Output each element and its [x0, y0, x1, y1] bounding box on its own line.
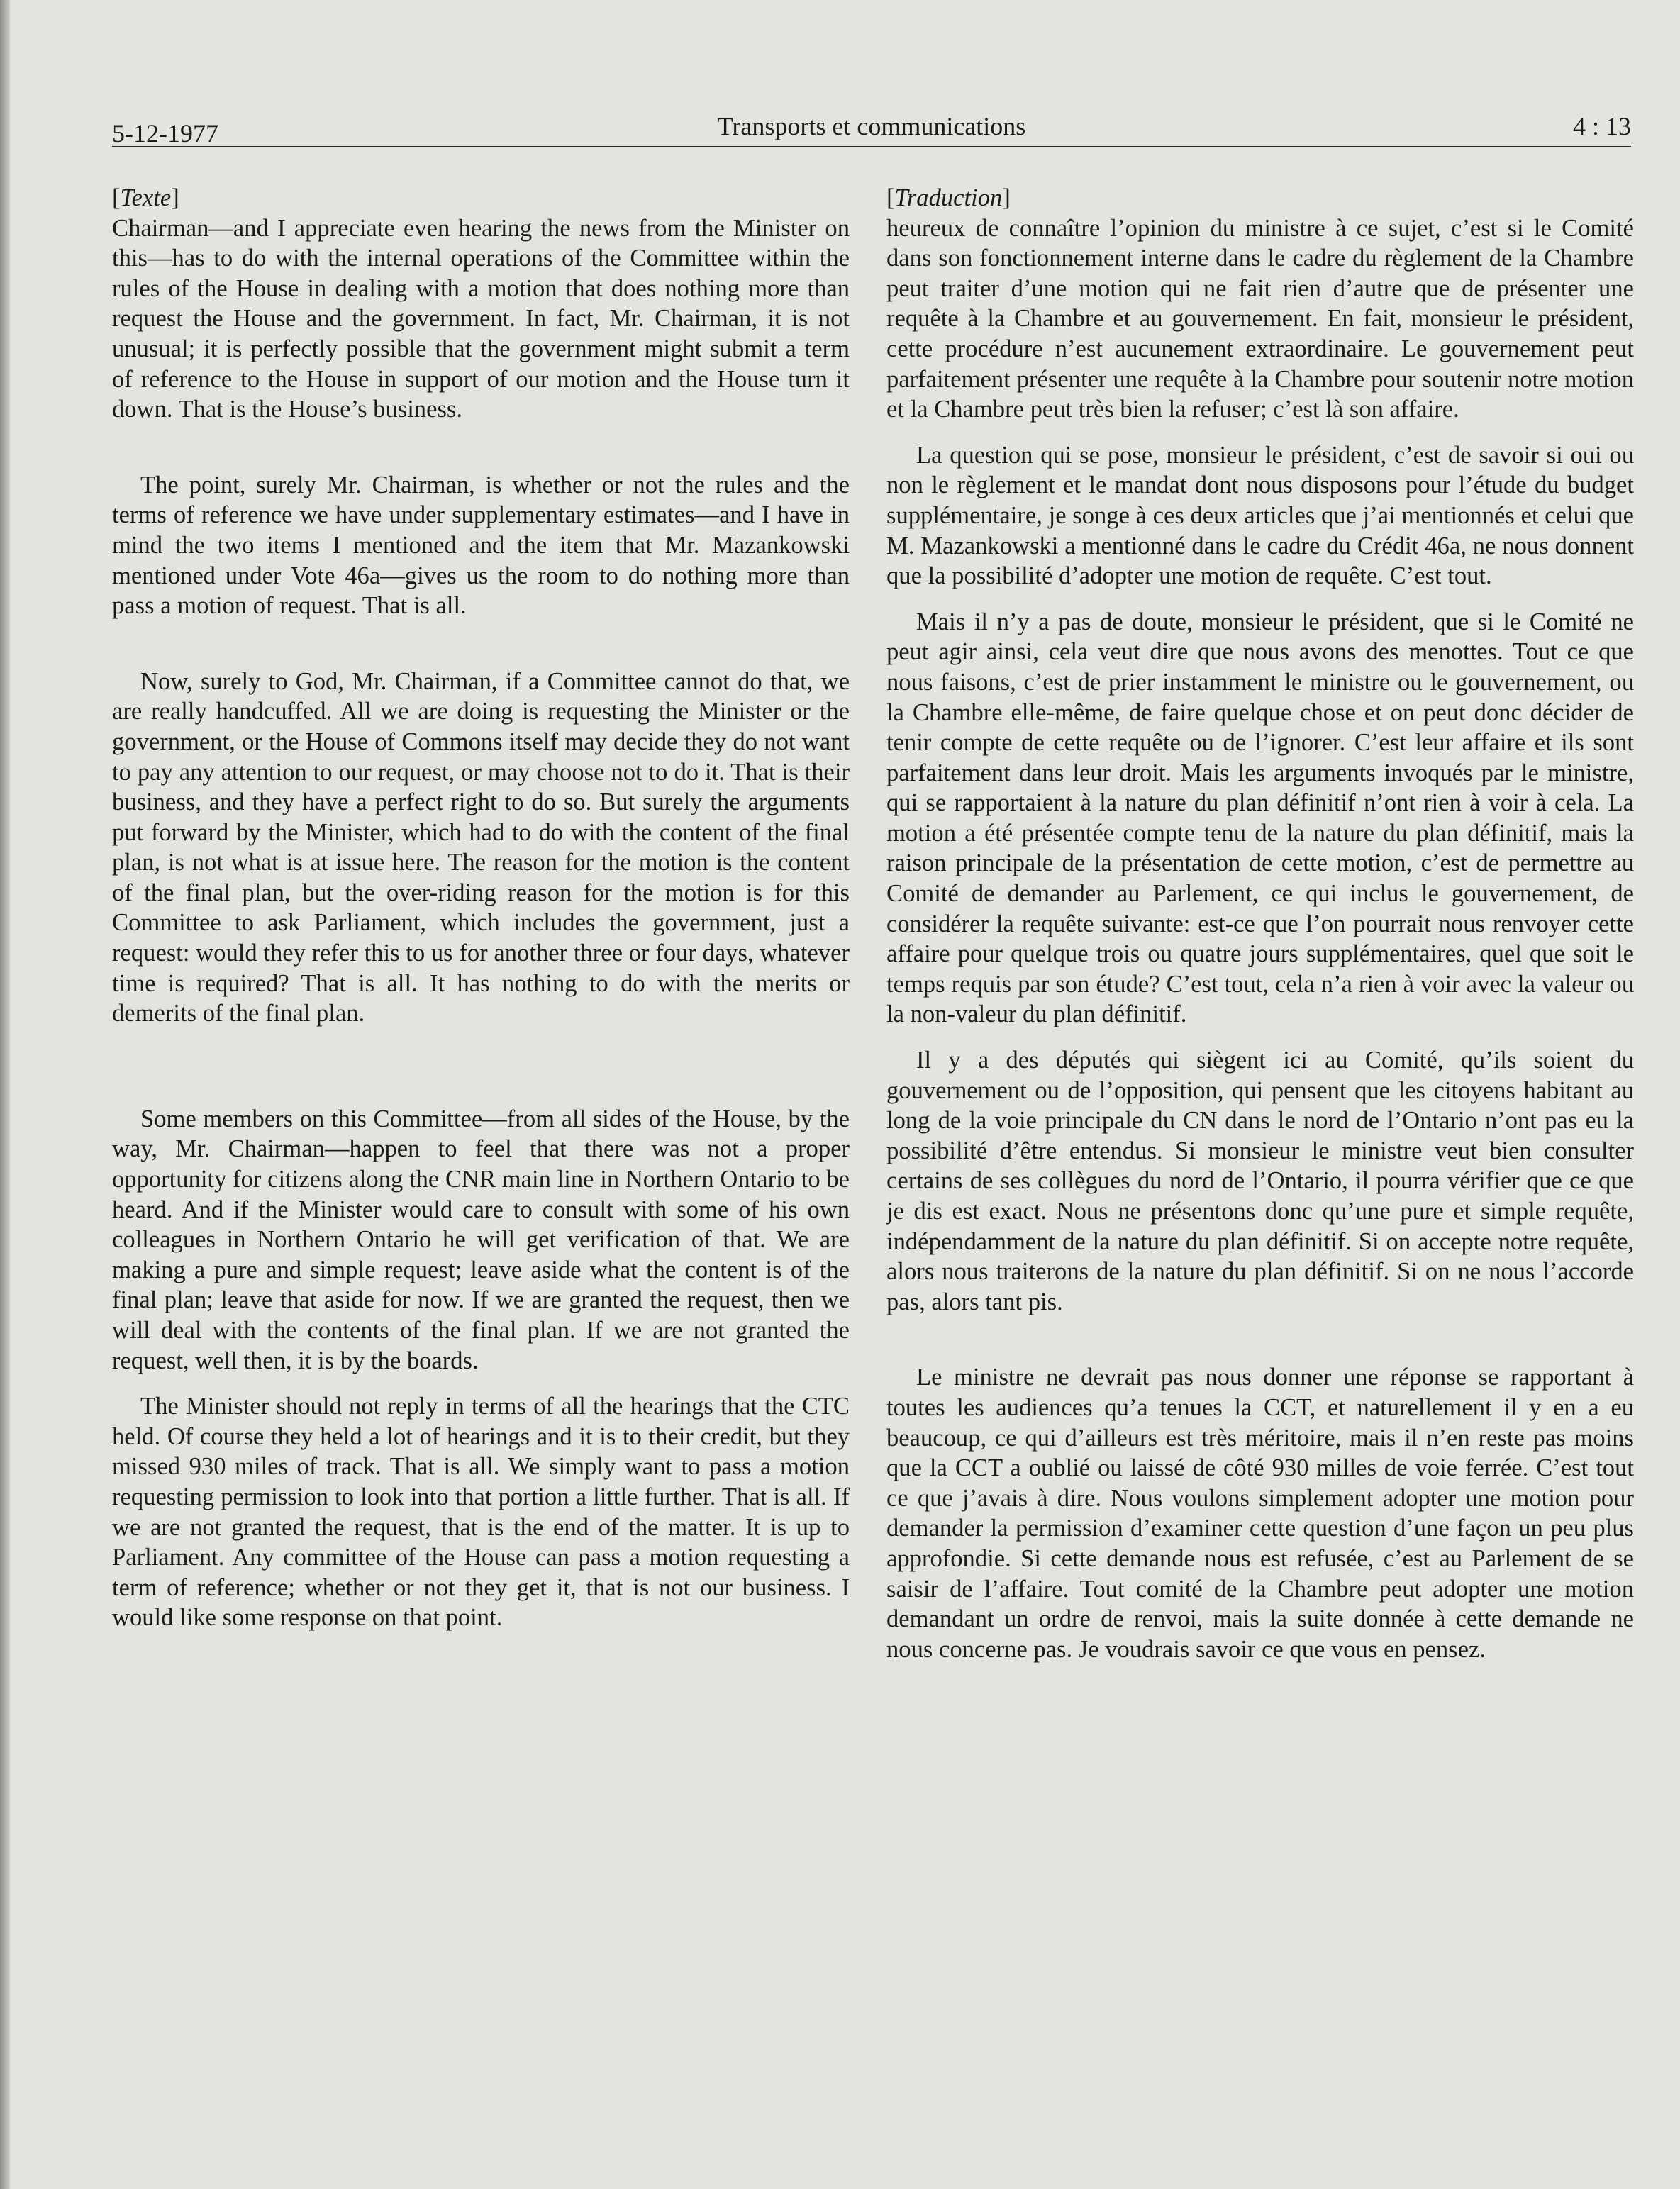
french-paragraph-5: Le ministre ne devrait pas nous donner une réponse se rapportant à toutes les audiences qu’a tenues la CCT, et naturellement il y en a eu beaucoup, ce qui d’ailleurs est très méritoire, mais il n’en reste pas moins que la CCT a oublié ou laissé de côté 930 milles de voie ferrée. C’est tout ce que j’avais à dire. Nous voulons simplement adopter une motion pour demander la permission d’examiner cette question d’une façon un peu plus approfondie. Si cette demande nous est refusée, c’est au Parlement de se saisir de l’affaire. Tout comité de la Chambre peut adopter une motion demandant un ordre de renvoi, mais la suite donnée à cette demande ne nous concerne pas. Je voudrais savoir ce que vous en pensez. [886, 1364, 1634, 1663]
english-paragraph-1: Chairman—and I appreciate even hearing the news from the Minister on this—has to do with the internal operations of the Committee within the rules of the House in dealing with a motion that does nothing more than request the House and the government. In fact, Mr. Chairman, it is not unusual; it is perfectly possible that the government might submit a term of reference to the House in support of our motion and the House turn it down. That is the House’s business. [112, 214, 850, 423]
english-tag-close: ] [171, 184, 179, 211]
french-paragraph-1: heureux de connaître l’opinion du ministre à ce sujet, c’est si le Comité dans son fonctionnement interne dans le cadre du règlement de la Chambre peut traiter d’une motion qui ne fait rien d’autre que de présenter une requête à la Chambre et au gouvernement. En fait, monsieur le président, cette procédure n’est aucunement extraordinaire. Le gouvernement peut parfaitement présenter une requête à la Chambre pour soutenir notre motion et la Chambre peut très bien la refuser; c’est là son affaire. [886, 214, 1634, 423]
french-column [886, 183, 1634, 1664]
english-section-tag [112, 183, 850, 213]
english-paragraph-2: The point, surely Mr. Chairman, is whether or not the rules and the terms of reference we have under supplementary estimates—and I have in mind the two items I mentioned and the item that Mr. Mazankowski mentioned under Vote 46a—gives us the room to do nothing more than pass a motion of request. That is all. [112, 471, 850, 620]
header-rule [112, 146, 1631, 147]
french-tag-close: ] [1002, 184, 1011, 211]
french-paragraph-3: Mais il n’y a pas de doute, monsieur le président, que si le Comité ne peut agir ainsi, cela veut dire que nous avons des menottes. Tout ce que nous faisons, c’est de prier instamment le ministre ou le gouvernement, ou la Chambre elle-même, de faire quelque chose et on peut donc décider de tenir compte de cette requête ou de l’ignorer. C’est leur affaire et ils sont parfaitement dans leur droit. Mais les arguments invoqués par le ministre, qui se rapportaient à la nature du plan définitif n’ont rien à voir à cela. La motion a été présentée compte tenu de la nature du plan définitif, mais la raison principale de la présentation de cette motion, c’est de permettre au Comité de demander au Parlement, ce qui inclus le gouvernement, de considérer la requête suivante: est-ce que l’on pourrait nous renvoyer cette affaire pour quelque trois ou quatre jours supplémentaires, quel que soit le temps requis par son étude? C’est tout, cela n’a rien à voir avec la valeur ou la non-valeur du plan définitif. [886, 608, 1634, 1028]
french-paragraph-4: Il y a des députés qui siègent ici au Comité, qu’ils soient du gouvernement ou de l’opposition, qui pensent que les citoyens habitant au long de la voie principale du CN dans le nord de l’Ontario n’ont pas eu la possibilité d’être entendus. Si monsieur le ministre veut bien consulter certains de ses collègues du nord de l’Ontario, il pourra vérifier que ce que je dis est exact. Nous ne présentons donc qu’une pure et simple requête, indépendamment de la nature du plan définitif. Si on accepte notre requête, alors nous traiterons de la nature du plan définitif. Si on ne nous l’accorde pas, alors tant pis. [886, 1047, 1634, 1315]
english-column [112, 183, 850, 1633]
header-date: 5-12-1977 [112, 119, 218, 147]
french-section-tag [886, 183, 1634, 213]
french-paragraph-2: La question qui se pose, monsieur le président, c’est de savoir si oui ou non le règlement et le mandat dont nous disposons pour l’étude du budget supplémentaire, je songe à ces deux articles que j’ai mentionnés et celui que M. Mazankowski a mentionné dans le cadre du Crédit 46a, ne nous donnent que la possibilité d’adopter une motion de requête. C’est tout. [886, 441, 1634, 590]
french-tag-word: Traduction [894, 184, 1003, 211]
english-paragraph-5: The Minister should not reply in terms of all the hearings that the CTC held. Of course they held a lot of hearings and it is to their credit, but they missed 930 miles of track. That is all. We simply want to pass a motion requesting permission to look into that portion a little further. That is all. If we are not granted the request, that is the end of the matter. It is up to Parliament. Any committee of the House can pass a motion requesting a term of reference; whether or not they get it, that is not our business. I would like some response on that point. [112, 1393, 850, 1632]
english-tag-open: [ [112, 184, 121, 211]
english-paragraph-4: Some members on this Committee—from all sides of the House, by the way, Mr. Chairman—happen to feel that there was not a proper opportunity for citizens along the CNR main line in Northern Ontario to be heard. And if the Minister would care to consult with some of his own colleagues in Northern Ontario he will get verification of that. We are making a pure and simple request; leave aside what the content is of the final plan; leave that aside for now. If we are granted the request, then we will deal with the contents of the final plan. If we are not granted the request, well then, it is by the boards. [112, 1105, 850, 1374]
english-tag-word: Texte [120, 184, 172, 211]
header-page-number: 4 : 13 [1572, 112, 1631, 140]
french-tag-open: [ [886, 184, 895, 211]
english-paragraph-3: Now, surely to God, Mr. Chairman, if a Committee cannot do that, we are really handcuffed. All we are doing is requesting the Minister or the government, or the House of Commons itself may decide they do not want to pay any attention to our request, or may choose not to do it. That is their business, and they have a perfect right to do so. But surely the arguments put forward by the Minister, which had to do with the content of the final plan, is not what is at issue here. The reason for the motion is the content of the final plan, but the over-riding reason for the motion is for this Committee to ask Parliament, which includes the government, just a request: would they refer this to us for another three or four days, whatever time is required? That is all. It has nothing to do with the merits or demerits of the final plan. [112, 667, 850, 1027]
page-header [112, 105, 1631, 147]
header-title: Transports et communications [717, 112, 1026, 140]
